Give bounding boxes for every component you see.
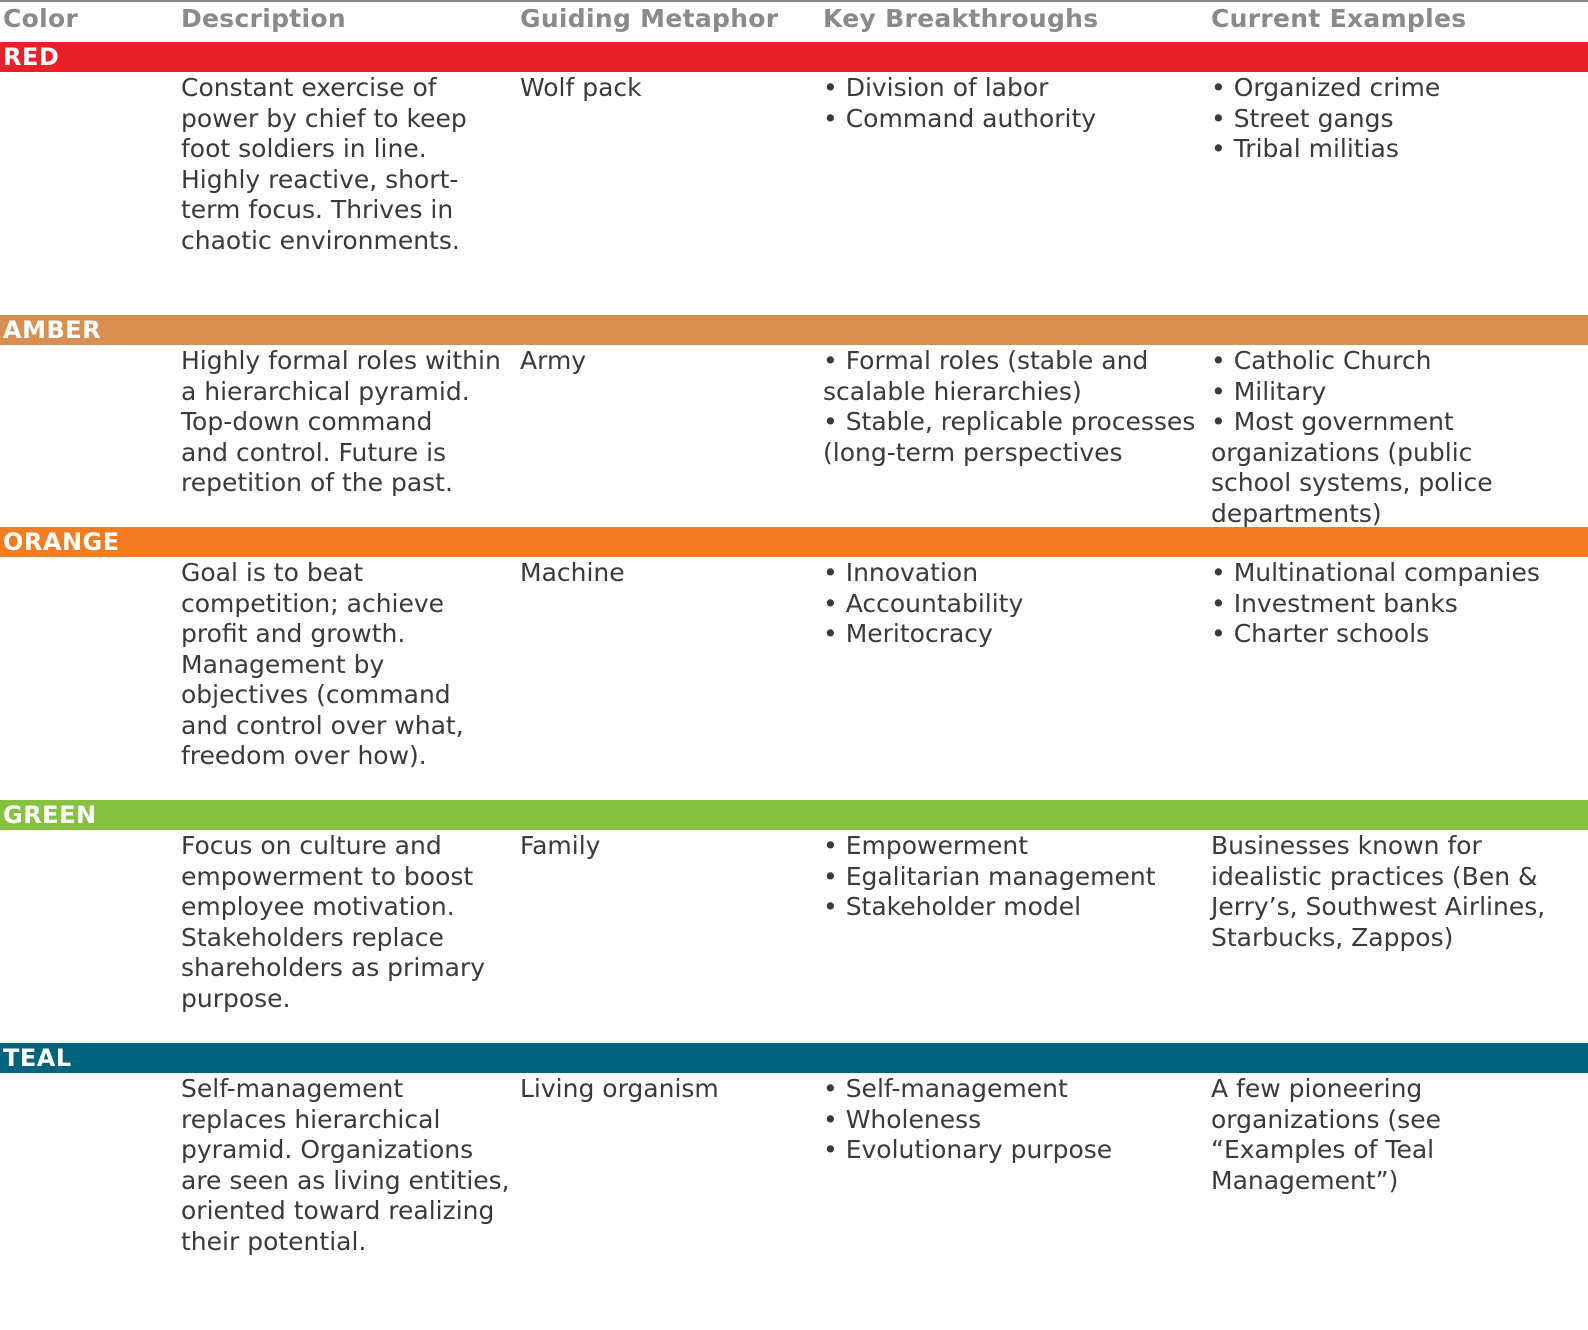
cell-line: “Examples of Teal: [1211, 1135, 1435, 1164]
cell-line: shareholders as primary: [181, 953, 486, 982]
breakthroughs-green: [823, 831, 1156, 923]
cell-line: Focus on culture and: [181, 831, 442, 860]
cell-line: and control over what,: [181, 710, 464, 740]
cell-line: organizations (public: [1211, 437, 1473, 467]
header-description: Description: [181, 4, 346, 33]
cell-line: (long-term perspectives: [823, 437, 1123, 467]
cell-line: empowerment to boost: [181, 861, 474, 891]
cell-line: replaces hierarchical: [181, 1104, 441, 1134]
cell-line: departments): [1211, 498, 1382, 528]
description-green: [181, 831, 485, 1014]
examples-red: [1211, 73, 1440, 165]
cell-line: • Accountability: [823, 588, 1024, 618]
cell-line: Constant exercise of: [181, 73, 437, 102]
cell-line: profit and growth.: [181, 619, 406, 648]
cell-line: • Empowerment: [823, 831, 1029, 860]
breakthroughs-red: [823, 73, 1096, 134]
cell-line: foot soldiers in line.: [181, 134, 427, 163]
examples-green: [1211, 831, 1545, 953]
cell-line: power by chief to keep: [181, 103, 467, 133]
cell-line: • Evolutionary purpose: [823, 1135, 1113, 1164]
cell-line: and control. Future is: [181, 437, 447, 467]
band-amber: AMBER: [0, 315, 1588, 345]
cell-line: Jerry’s, Southwest Airlines,: [1211, 892, 1546, 921]
cell-line: school systems, police: [1211, 468, 1493, 497]
cell-line: a hierarchical pyramid.: [181, 376, 470, 406]
description-orange: [181, 558, 464, 772]
cell-line: • Command authority: [823, 103, 1097, 133]
cell-line: • Division of labor: [823, 73, 1049, 102]
table-header: [0, 0, 1588, 42]
cell-line: • Military: [1211, 376, 1327, 406]
cell-line: freedom over how).: [181, 741, 427, 770]
cell-line: Stakeholders replace: [181, 922, 444, 952]
cell-line: Goal is to beat: [181, 558, 364, 587]
cell-line: • Wholeness: [823, 1104, 982, 1134]
cell-line: Management”): [1211, 1165, 1399, 1195]
cell-line: repetition of the past.: [181, 468, 453, 497]
examples-amber: [1211, 346, 1493, 529]
cell-line: • Stakeholder model: [823, 892, 1082, 921]
cell-line: Highly reactive, short-: [181, 164, 459, 194]
cell-line: • Innovation: [823, 558, 979, 587]
metaphor-orange: Machine: [520, 558, 625, 587]
cell-line: objectives (command: [181, 680, 451, 709]
description-amber: [181, 346, 501, 499]
header-current-examples: Current Examples: [1211, 4, 1467, 33]
cell-line: • Organized crime: [1211, 73, 1441, 102]
metaphor-green: Family: [520, 831, 601, 860]
cell-line: • Meritocracy: [823, 619, 993, 648]
metaphor-teal: Living organism: [520, 1074, 719, 1103]
cell-line: employee motivation.: [181, 892, 455, 921]
cell-line: organizations (see: [1211, 1104, 1441, 1134]
band-green: GREEN: [0, 800, 1588, 830]
examples-orange: [1211, 558, 1540, 650]
cell-line: • Formal roles (stable and: [823, 346, 1149, 375]
cell-line: idealistic practices (Ben &: [1211, 861, 1538, 891]
band-red: RED: [0, 42, 1588, 72]
cell-line: term focus. Thrives in: [181, 195, 454, 224]
cell-line: pyramid. Organizations: [181, 1135, 474, 1164]
cell-line: their potential.: [181, 1226, 367, 1256]
cell-line: Top-down command: [181, 407, 433, 436]
examples-teal: [1211, 1074, 1441, 1196]
cell-line: • Street gangs: [1211, 103, 1394, 133]
cell-line: Starbucks, Zappos): [1211, 922, 1454, 952]
cell-line: • Self-management: [823, 1074, 1068, 1103]
cell-line: oriented toward realizing: [181, 1196, 495, 1225]
cell-line: Management by: [181, 649, 385, 679]
cell-line: purpose.: [181, 983, 291, 1013]
band-teal: TEAL: [0, 1043, 1588, 1073]
cell-line: competition; achieve: [181, 588, 445, 618]
cell-line: • Most government: [1211, 407, 1454, 436]
metaphor-amber: Army: [520, 346, 587, 375]
cell-line: • Multinational companies: [1211, 558, 1540, 587]
band-orange: ORANGE: [0, 527, 1588, 557]
cell-line: chaotic environments.: [181, 225, 460, 255]
breakthroughs-amber: [823, 346, 1195, 468]
breakthroughs-orange: [823, 558, 1023, 650]
header-key-breakthroughs: Key Breakthroughs: [823, 4, 1099, 33]
cell-line: • Catholic Church: [1211, 346, 1432, 375]
cell-line: • Tribal militias: [1211, 134, 1399, 163]
cell-line: Highly formal roles within: [181, 346, 501, 375]
header-guiding-metaphor: Guiding Metaphor: [520, 4, 779, 33]
metaphor-red: Wolf pack: [520, 73, 642, 102]
cell-line: A few pioneering: [1211, 1074, 1423, 1103]
cell-line: are seen as living entities,: [181, 1165, 510, 1195]
breakthroughs-teal: [823, 1074, 1112, 1166]
cell-line: • Charter schools: [1211, 619, 1430, 648]
description-red: [181, 73, 467, 256]
cell-line: • Stable, replicable processes: [823, 407, 1196, 436]
cell-line: Self-management: [181, 1074, 404, 1103]
cell-line: scalable hierarchies): [823, 376, 1082, 406]
header-color: Color: [3, 4, 79, 33]
cell-line: • Egalitarian management: [823, 861, 1156, 891]
description-teal: [181, 1074, 510, 1257]
cell-line: Businesses known for: [1211, 831, 1482, 860]
cell-line: • Investment banks: [1211, 588, 1458, 618]
